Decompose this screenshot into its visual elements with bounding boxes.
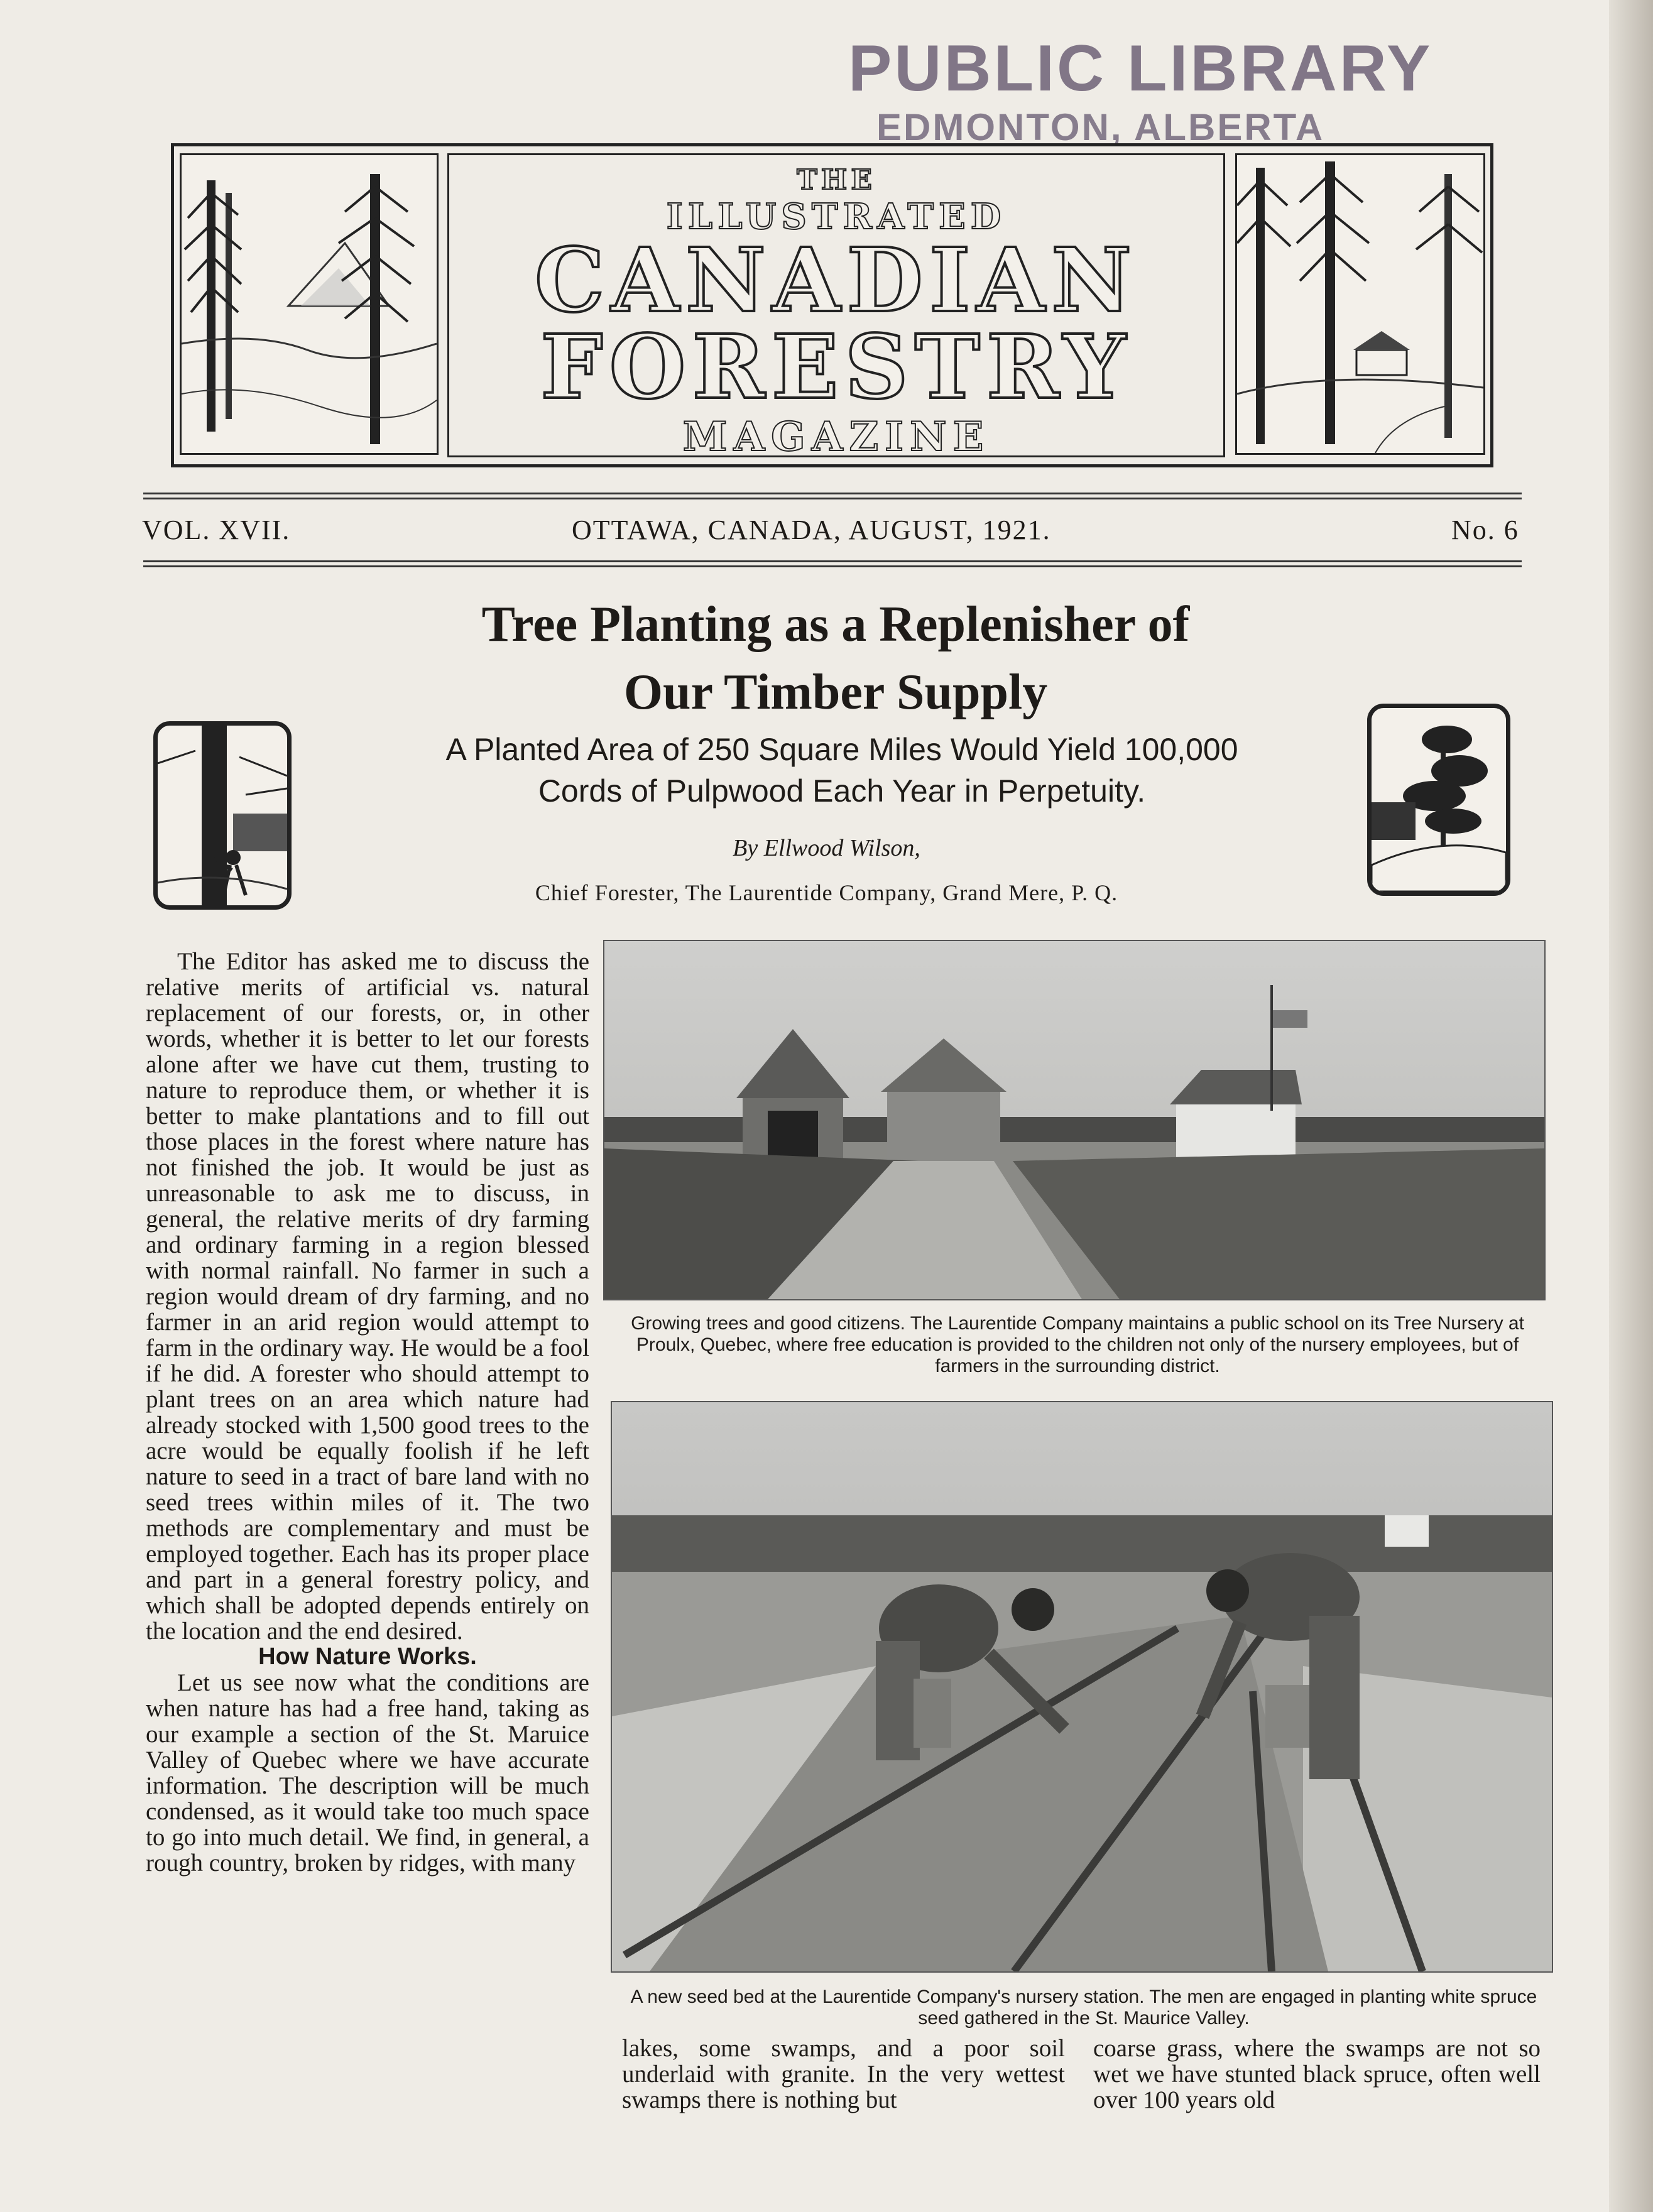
article-column-3: coarse grass, where the swamps are not so wet we have stunted black spruce, often well over 100 years old xyxy=(1093,2035,1541,2113)
pine-tree-vignette xyxy=(1367,704,1510,896)
masthead-the: THE xyxy=(797,164,876,196)
article-column-1 xyxy=(146,949,589,1876)
article-byline: By Ellwood Wilson, xyxy=(733,835,920,861)
masthead-forestry: FORESTRY xyxy=(540,316,1132,419)
dateline-rule-bottom-2 xyxy=(143,565,1522,567)
article-title-line1: Tree Planting as a Replenisher of xyxy=(481,597,1190,652)
dateline-rule-top xyxy=(143,493,1522,494)
article-subtitle xyxy=(352,729,1332,812)
page-edge xyxy=(1609,0,1653,2212)
dateline-rule-top-2 xyxy=(143,498,1522,499)
masthead-illustrated: ILLUSTRATED xyxy=(666,196,1007,237)
author-title: Chief Forester, The Laurentide Company, Grand Mere, P. Q. xyxy=(535,880,1118,905)
masthead-title xyxy=(447,153,1225,460)
issue-number: No. 6 xyxy=(1451,515,1519,545)
nursery-school-photo xyxy=(603,940,1546,1300)
masthead-canadian: CANADIAN xyxy=(534,229,1138,332)
issue-date: OTTAWA, CANADA, AUGUST, 1921. xyxy=(572,515,1051,545)
library-stamp-line1: PUBLIC LIBRARY xyxy=(848,32,1433,105)
article-paragraph: Let us see now what the conditions are when nature has had a free hand, taking as our example a section of the St. Maruice Valley of Quebec where we have accurate information. The description will be much condensed, as it would take too much space to go into much detail. We find, in general, a rough country, broken by ridges, with many xyxy=(146,1669,589,1877)
article-title-line2: Our Timber Supply xyxy=(623,665,1048,720)
article-column-2: lakes, some swamps, and a poor soil underlaid with granite. In the very wettest swamps there is nothing but xyxy=(622,2035,1065,2113)
article-subtitle-line2: Cords of Pulpwood Each Year in Perpetuity. xyxy=(538,773,1146,809)
article-title xyxy=(314,591,1357,726)
photo-caption-1: Growing trees and good citizens. The Laurentide Company maintains a public school on its Tree Nursery at Proulx, Quebec, where free education is provided to the children not only of the nursery employees, but of farmers in the surrounding district. xyxy=(631,1313,1524,1376)
masthead-right-forest-illustration xyxy=(1235,153,1485,455)
masthead-magazine: MAGAZINE xyxy=(682,413,990,460)
article-subtitle-line1: A Planted Area of 250 Square Miles Would Yield 100,000 xyxy=(445,732,1238,767)
photo-caption-2: A new seed bed at the Laurentide Company's nursery station. The men are engaged in planting white spruce seed gathered in the St. Maurice Valley. xyxy=(630,1986,1537,2029)
lumberjack-vignette xyxy=(153,721,292,910)
section-heading: How Nature Works. xyxy=(258,1643,477,1670)
library-stamp-line2: EDMONTON, ALBERTA xyxy=(876,106,1325,148)
article-paragraph: The Editor has asked me to discuss the relative merits of artificial vs. natural replacement of our forests, or, in other words, whether it is better to let our forests alone after we have cut them, trusting to nature to reproduce them, or whether it is better to make plantations and to fill out those places in the forest where nature has not finished the job. It would be just as unreasonable to ask me to discuss, in general, the relative merits of dry farming and ordinary farming in a region blessed with normal rainfall. No farmer in such a region would dream of dry farming, and no farmer in an arid region would attempt to farm in the ordinary way. He would be a fool if he did. A forester who should attempt to plant trees on an area which nature had already stocked with 1,500 good trees to the acre would be equally foolish if he left nature to seed in a tract of bare land with no seed trees within miles of it. The two methods are complementary and must be employed together. Each has its proper place and part in a general forestry policy, and which shall be adopted depends entirely on the location and the end desired. xyxy=(146,948,589,1645)
masthead-left-forest-illustration xyxy=(180,153,439,455)
seed-bed-photo xyxy=(611,1401,1553,1973)
dateline-rule-bottom xyxy=(143,560,1522,562)
volume-label: VOL. XVII. xyxy=(142,515,291,545)
